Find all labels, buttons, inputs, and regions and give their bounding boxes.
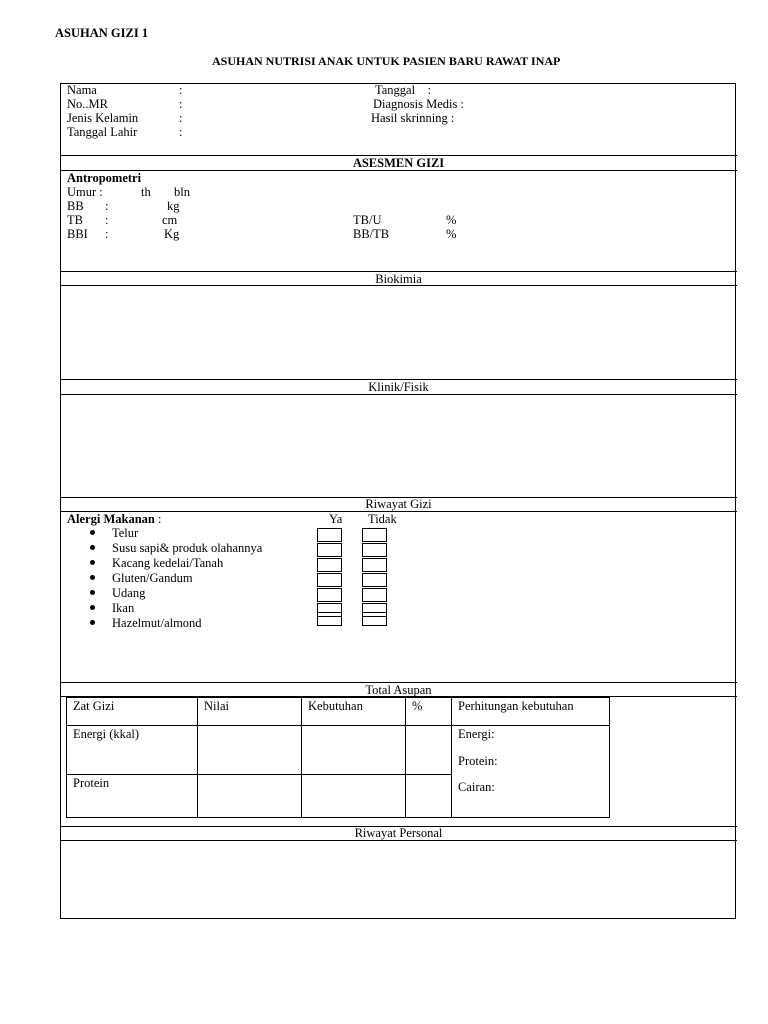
perhitungan-cairan: Cairan: [458, 780, 495, 794]
cell-kebutuhan-energi[interactable] [302, 726, 406, 775]
bbi-label: BBI [67, 227, 88, 241]
alergi-item-ikan: Ikan [112, 601, 135, 615]
alergi-item-udang: Udang [112, 586, 146, 600]
klinik-fisik-title: Klinik/Fisik [368, 380, 429, 394]
bb-label: BB [67, 199, 84, 213]
checkbox-ya-udang[interactable] [317, 588, 342, 602]
jenis-kelamin-colon: : [179, 111, 183, 125]
divider [60, 285, 737, 286]
checkbox-tidak-kacang[interactable] [362, 558, 387, 572]
header-persen: % [406, 698, 452, 726]
checkbox-ya-telur[interactable] [317, 528, 342, 542]
bbi-colon: : [105, 227, 109, 241]
perhitungan-cell [452, 726, 610, 818]
alergi-item-hazelnut: Hazelmut/almond [112, 616, 202, 630]
riwayat-gizi-title: Riwayat Gizi [365, 497, 432, 511]
header-perhitungan: Perhitungan kebutuhan [452, 698, 610, 726]
hasil-skrinning-label: Hasil skrinning : [371, 111, 455, 125]
biokimia-title: Biokimia [375, 272, 422, 286]
checkbox-tidak-susu[interactable] [362, 543, 387, 557]
perhitungan-energi: Energi: [458, 727, 495, 741]
tbu-unit: % [446, 213, 457, 227]
column-ya: Ya [329, 512, 343, 526]
alergi-item-telur: Telur [112, 526, 139, 540]
row-label-protein: Protein [67, 775, 198, 818]
diagnosis-medis-label: Diagnosis Medis : [373, 97, 464, 111]
tanggal-lahir-colon: : [179, 125, 183, 139]
table-row [67, 698, 610, 726]
alergi-item-kacang: Kacang kedelai/Tanah [112, 556, 224, 570]
header-nilai: Nilai [198, 698, 302, 726]
umur-unit-bln: bln [174, 185, 190, 199]
nama-label: Nama [67, 83, 97, 97]
checkbox-tidak-hazelnut[interactable] [362, 612, 387, 626]
checkbox-tidak-gluten[interactable] [362, 573, 387, 587]
no-mr-label: No..MR [67, 97, 108, 111]
umur-label: Umur : [67, 185, 103, 199]
bullet-icon [90, 575, 95, 580]
bullet-icon [90, 530, 95, 535]
antropometri-heading: Antropometri [67, 171, 142, 185]
bullet-icon [90, 560, 95, 565]
bb-unit: kg [167, 199, 180, 213]
nama-colon: : [179, 83, 183, 97]
divider [60, 840, 737, 841]
alergi-item-gluten: Gluten/Gandum [112, 571, 193, 585]
table-row [67, 726, 610, 775]
bullet-icon [90, 620, 95, 625]
column-tidak: Tidak [368, 512, 397, 526]
cell-nilai-protein[interactable] [198, 775, 302, 818]
asesmen-gizi-title: ASESMEN GIZI [352, 156, 445, 170]
riwayat-personal-title: Riwayat Personal [354, 826, 443, 840]
checkbox-ya-gluten[interactable] [317, 573, 342, 587]
cell-persen-energi[interactable] [406, 726, 452, 775]
checkbox-ya-hazelnut[interactable] [317, 612, 342, 626]
bbtb-label: BB/TB [353, 227, 390, 241]
checkbox-ya-susu[interactable] [317, 543, 342, 557]
tb-colon: : [105, 213, 109, 227]
document-label: ASUHAN GIZI 1 [55, 26, 149, 40]
header-kebutuhan: Kebutuhan [302, 698, 406, 726]
cell-nilai-energi[interactable] [198, 726, 302, 775]
cell-kebutuhan-protein[interactable] [302, 775, 406, 818]
tb-label: TB [67, 213, 83, 227]
asupan-table [66, 697, 610, 818]
jenis-kelamin-label: Jenis Kelamin [67, 111, 139, 125]
bullet-icon [90, 590, 95, 595]
header-zat-gizi: Zat Gizi [67, 698, 198, 726]
no-mr-colon: : [179, 97, 183, 111]
cell-persen-protein[interactable] [406, 775, 452, 818]
checkbox-tidak-udang[interactable] [362, 588, 387, 602]
perhitungan-protein: Protein: [458, 753, 498, 768]
row-label-energi: Energi (kkal) [67, 726, 198, 775]
alergi-item-susu: Susu sapi& produk olahannya [112, 541, 263, 555]
total-asupan-title: Total Asupan [365, 683, 432, 697]
page-title: ASUHAN NUTRISI ANAK UNTUK PASIEN BARU RAWAT INAP [212, 54, 561, 68]
bullet-icon [90, 545, 95, 550]
checkbox-tidak-telur[interactable] [362, 528, 387, 542]
divider [60, 394, 737, 395]
divider [60, 511, 737, 512]
alergi-heading: Alergi Makanan : [67, 512, 162, 526]
umur-unit-th: th [141, 185, 151, 199]
bbi-unit: Kg [164, 227, 180, 241]
divider [60, 170, 737, 171]
tb-unit: cm [162, 213, 178, 227]
bullet-icon [90, 605, 95, 610]
bbtb-unit: % [446, 227, 457, 241]
checkbox-ya-kacang[interactable] [317, 558, 342, 572]
tbu-label: TB/U [353, 213, 382, 227]
tanggal-label: Tanggal : [375, 83, 432, 97]
tanggal-lahir-label: Tanggal Lahir [67, 125, 138, 139]
bb-colon: : [105, 199, 109, 213]
